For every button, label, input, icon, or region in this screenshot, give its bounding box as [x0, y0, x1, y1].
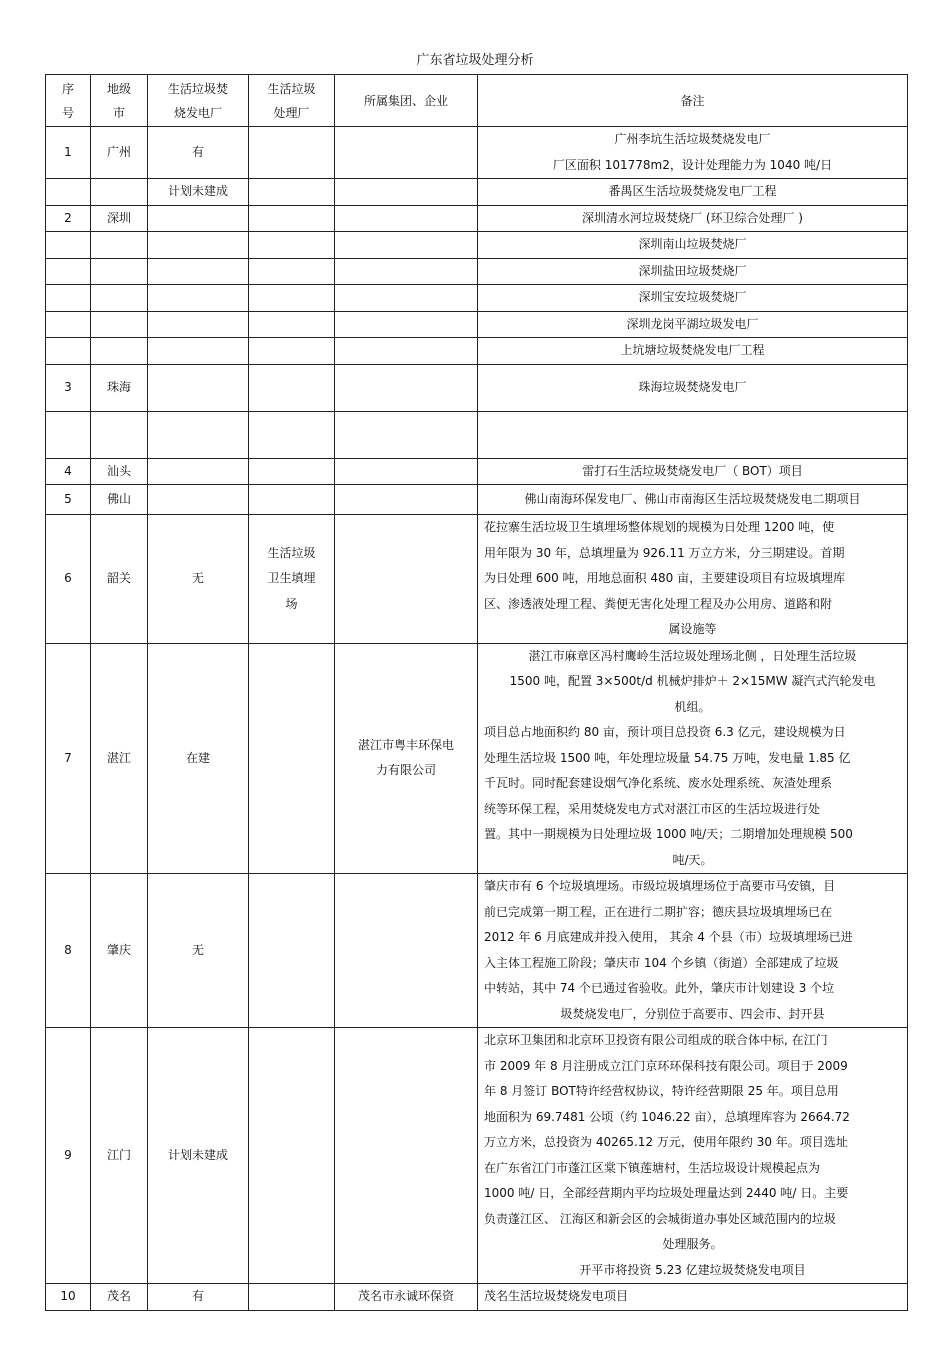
- cell-note: 雷打石生活垃圾焚烧发电厂（ BOT）项目: [478, 458, 908, 485]
- cell-group: [335, 232, 478, 259]
- waste-treatment-table: [45, 74, 908, 1311]
- header-group: 所属集团、企业: [335, 75, 478, 127]
- cell-note: 深圳宝安垃圾焚烧厂: [478, 285, 908, 312]
- cell-incineration: [148, 311, 249, 338]
- cell-plant: [249, 285, 335, 312]
- cell-city: [91, 285, 148, 312]
- cell-note: 番禺区生活垃圾焚烧发电厂工程: [478, 179, 908, 206]
- cell-plant: [249, 232, 335, 259]
- header-note: 备注: [478, 75, 908, 127]
- cell-city: 汕头: [91, 458, 148, 485]
- cell-plant: [249, 1028, 335, 1284]
- cell-note: 深圳盐田垃圾焚烧厂: [478, 258, 908, 285]
- cell-group: [335, 127, 478, 179]
- cell-incineration: 有: [148, 127, 249, 179]
- table-row: [46, 411, 908, 458]
- cell-seq: 5: [46, 485, 91, 515]
- cell-plant: [249, 874, 335, 1028]
- table-row: [46, 458, 908, 485]
- cell-plant: [249, 179, 335, 206]
- cell-city: 肇庆: [91, 874, 148, 1028]
- cell-city: [91, 411, 148, 458]
- cell-incineration: 计划未建成: [148, 179, 249, 206]
- cell-seq: [46, 338, 91, 365]
- table-row: [46, 364, 908, 411]
- cell-plant: [249, 311, 335, 338]
- cell-seq: 9: [46, 1028, 91, 1284]
- cell-group: [335, 485, 478, 515]
- cell-plant: [249, 485, 335, 515]
- cell-plant: [249, 205, 335, 232]
- cell-note: 深圳清水河垃圾焚烧厂 (环卫综合处理厂 ): [478, 205, 908, 232]
- cell-seq: 6: [46, 515, 91, 644]
- cell-incineration: 无: [148, 515, 249, 644]
- cell-city: 珠海: [91, 364, 148, 411]
- cell-seq: 10: [46, 1284, 91, 1311]
- cell-incineration: [148, 411, 249, 458]
- cell-seq: [46, 311, 91, 338]
- cell-incineration: 有: [148, 1284, 249, 1311]
- cell-group: [335, 364, 478, 411]
- cell-seq: 7: [46, 643, 91, 874]
- cell-plant: [249, 643, 335, 874]
- table-row: [46, 205, 908, 232]
- table-row: [46, 338, 908, 365]
- cell-incineration: [148, 364, 249, 411]
- table-row: [46, 643, 908, 874]
- cell-plant: 生活垃圾 卫生填埋 场: [249, 515, 335, 644]
- cell-group: [335, 1028, 478, 1284]
- cell-group: [335, 411, 478, 458]
- cell-group: [335, 338, 478, 365]
- cell-seq: 3: [46, 364, 91, 411]
- cell-city: 佛山: [91, 485, 148, 515]
- header-treatment-plant: 生活垃圾 处理厂: [249, 75, 335, 127]
- cell-incineration: [148, 338, 249, 365]
- cell-seq: 4: [46, 458, 91, 485]
- cell-city: [91, 338, 148, 365]
- header-city: 地级 市: [91, 75, 148, 127]
- cell-note: 珠海垃圾焚烧发电厂: [478, 364, 908, 411]
- cell-seq: [46, 232, 91, 259]
- cell-note: 花拉寨生活垃圾卫生填埋场整体规划的规模为日处理 1200 吨，使 用年限为 30 年，总填埋量为 926.11 万立方米，分三期建设。首期 为日处理 600 吨，用地总面积 480 亩，主要建设项目有垃圾填埋库 区、渗透液处理工程、粪便无害化处理工程及办公用房、道路和附 属设施等: [478, 515, 908, 644]
- table-row: [46, 311, 908, 338]
- cell-city: [91, 311, 148, 338]
- table-row: [46, 1028, 908, 1284]
- cell-note: 肇庆市有 6 个垃圾填埋场。市级垃圾填埋场位于高要市马安镇，目 前已完成第一期工程，正在进行二期扩容；德庆县垃圾填埋场已在 2012 年 6 月底建成并投入使用， 其余 4 个县（市）垃圾填埋场已进 入主体工程施工阶段；肇庆市 104 个乡镇（街道）全部建成了垃圾 中转站，其中 74 个已通过省验收。此外，肇庆市计划建设 3 个垃 圾焚烧发电厂，分别位于高要市、四会市、封开县: [478, 874, 908, 1028]
- cell-note: 深圳南山垃圾焚烧厂: [478, 232, 908, 259]
- cell-incineration: 计划未建成: [148, 1028, 249, 1284]
- table-row: [46, 874, 908, 1028]
- cell-group: 茂名市永诚环保资: [335, 1284, 478, 1311]
- table-row: [46, 258, 908, 285]
- cell-city: [91, 258, 148, 285]
- cell-seq: [46, 285, 91, 312]
- cell-city: 茂名: [91, 1284, 148, 1311]
- page-title: 广东省垃圾处理分析: [416, 53, 534, 68]
- header-incineration-plant: 生活垃圾焚 烧发电厂: [148, 75, 249, 127]
- cell-city: 广州: [91, 127, 148, 179]
- cell-incineration: 在建: [148, 643, 249, 874]
- cell-incineration: [148, 232, 249, 259]
- cell-incineration: [148, 485, 249, 515]
- cell-incineration: [148, 458, 249, 485]
- cell-group: [335, 311, 478, 338]
- cell-seq: 1: [46, 127, 91, 179]
- cell-city: 韶关: [91, 515, 148, 644]
- cell-group: [335, 258, 478, 285]
- cell-seq: [46, 179, 91, 206]
- table-row: [46, 127, 908, 179]
- table-row: [46, 515, 908, 644]
- table-row: [46, 285, 908, 312]
- cell-group: [335, 179, 478, 206]
- cell-plant: [249, 364, 335, 411]
- cell-incineration: [148, 285, 249, 312]
- cell-plant: [249, 127, 335, 179]
- cell-city: 深圳: [91, 205, 148, 232]
- cell-city: [91, 179, 148, 206]
- cell-note: 上坑塘垃圾焚烧发电厂工程: [478, 338, 908, 365]
- cell-note: 湛江市麻章区冯村鹰岭生活垃圾处理场北侧 ，日处理生活垃圾 1500 吨，配置 3×500t/d 机械炉排炉＋ 2×15MW 凝汽式汽轮发电 机组。 项目总占地面积约 80 亩，预计项目总投资 6.3 亿元，建设规模为日 处理生活垃圾 1500 吨，年处理垃圾量 54.75 万吨，发电量 1.85 亿 千瓦时。同时配套建设烟气净化系统、废水处理系统、灰渣处理系 统等环保工程，采用焚烧发电方式对湛江市区的生活垃圾进行处 置。其中一期规模为日处理垃圾 1000 吨/天；二期增加处理规模 500 吨/天。: [478, 643, 908, 874]
- cell-plant: [249, 338, 335, 365]
- header-seq: 序 号: [46, 75, 91, 127]
- cell-city: [91, 232, 148, 259]
- cell-note: 北京环卫集团和北京环卫投资有限公司组成的联合体中标, 在江门 市 2009 年 8 月注册成立江门京环环保科技有限公司。项目于 2009 年 8 月签订 BOT特许经营权协议，特许经营期限 25 年。项目总用 地面积为 69.7481 公顷（约 1046.22 亩），总填埋库容为 2664.72 万立方米，总投资为 40265.12 万元，使用年限约 30 年。项目选址 在广东省江门市蓬江区棠下镇莲塘村，生活垃圾设计规模起点为 1000 吨/ 日，全部经营期内平均垃圾处理量达到 2440 吨/ 日。主要 负责蓬江区、 江海区和新会区的会城街道办事处区域范围内的垃圾 处理服务。 开平市将投资 5.23 亿建垃圾焚烧发电项目: [478, 1028, 908, 1284]
- cell-incineration: [148, 258, 249, 285]
- cell-group: [335, 205, 478, 232]
- cell-city: 江门: [91, 1028, 148, 1284]
- header-row: [46, 75, 908, 127]
- cell-note: 广州李坑生活垃圾焚烧发电厂 厂区面积 101778m2，设计处理能力为 1040 吨/日: [478, 127, 908, 179]
- cell-plant: [249, 411, 335, 458]
- cell-plant: [249, 1284, 335, 1311]
- cell-seq: 2: [46, 205, 91, 232]
- cell-group: [335, 458, 478, 485]
- cell-city: 湛江: [91, 643, 148, 874]
- table-row: [46, 1284, 908, 1311]
- cell-incineration: [148, 205, 249, 232]
- cell-seq: [46, 411, 91, 458]
- table-row: [46, 485, 908, 515]
- cell-plant: [249, 258, 335, 285]
- cell-group: [335, 285, 478, 312]
- cell-group: [335, 874, 478, 1028]
- cell-group: 湛江市粤丰环保电 力有限公司: [335, 643, 478, 874]
- table-row: [46, 232, 908, 259]
- cell-note: [478, 411, 908, 458]
- cell-note: 深圳龙岗平湖垃圾发电厂: [478, 311, 908, 338]
- cell-seq: 8: [46, 874, 91, 1028]
- cell-group: [335, 515, 478, 644]
- cell-incineration: 无: [148, 874, 249, 1028]
- cell-plant: [249, 458, 335, 485]
- cell-note: 茂名生活垃圾焚烧发电项目: [478, 1284, 908, 1311]
- cell-note: 佛山南海环保发电厂、佛山市南海区生活垃圾焚烧发电二期项目: [478, 485, 908, 515]
- cell-seq: [46, 258, 91, 285]
- table-row: [46, 179, 908, 206]
